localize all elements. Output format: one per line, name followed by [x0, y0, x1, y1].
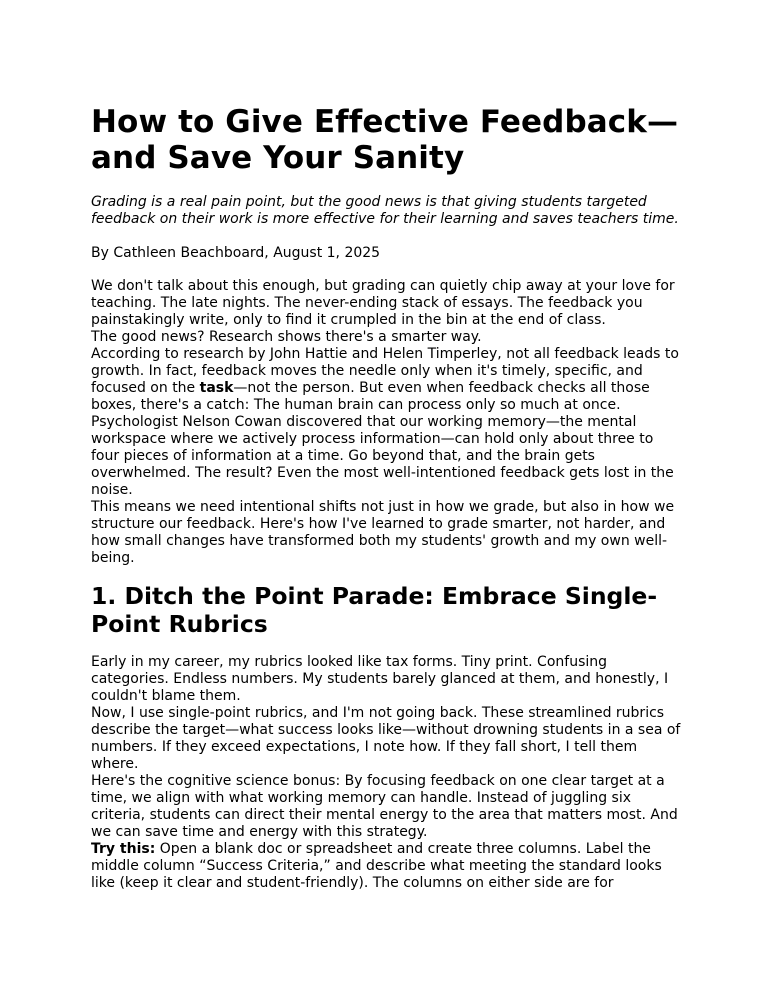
intro-paragraph-5: This means we need intentional shifts not just in how we grade, but also in how we structure our feedback. Here's how I've learned to grade smarter, not harder, and how small changes have transformed both my students' growth and my own well-being.: [91, 499, 675, 566]
section-1-paragraph-3: Here's the cognitive science bonus: By focusing feedback on one clear target at a time, we align with what working memory can handle. Instead of juggling six criteria, students can direct their mental energy to the area that matters most. And we can save time and energy with this strategy.: [91, 773, 678, 840]
try-this-text: Open a blank doc or spreadsheet and create three columns. Label the middle column “Success Criteria,” and describe what meeting the standard looks like (keep it clear and student-friendly). The columns on either side are for: [91, 841, 662, 891]
intro-paragraph-4: Psychologist Nelson Cowan discovered that our working memory—the mental workspace where we actively process information—can hold only about three to four pieces of information at a time. Go beyond that, and the brain gets overwhelmed. The result? Even the most well-intentioned feedback gets lost in the noise.: [91, 414, 674, 498]
article-intro: [91, 278, 681, 567]
intro-paragraph-1: We don't talk about this enough, but grading can quietly chip away at your love for teaching. The late nights. The never-ending stack of essays. The feedback you painstakingly write, only to find it crumpled in the bin at the end of class.: [91, 278, 675, 328]
intro-p3-text-after: —not the person. But even when feedback checks all those boxes, there's a catch: The human brain can process only so much at once.: [91, 380, 650, 413]
intro-p3-text-before: According to research by John Hattie and Helen Timperley, not all feedback leads to growth. In fact, feedback moves the needle only when it's timely, specific, and focused on the: [91, 346, 679, 396]
article-title: How to Give Effective Feedback—and Save Your Sanity: [91, 104, 679, 176]
intro-paragraph-2: The good news? Research shows there's a smarter way.: [91, 329, 482, 345]
section-1-heading: 1. Ditch the Point Parade: Embrace Single-Point Rubrics: [91, 582, 658, 638]
intro-paragraph-3: [91, 346, 681, 414]
section-1-body: [91, 654, 681, 892]
section-1-paragraph-2: Now, I use single-point rubrics, and I'm not going back. These streamlined rubrics describe the target—what success looks like—without drowning students in a sea of numbers. If they exceed expectations, I note how. If they fall short, I tell them where.: [91, 705, 681, 772]
article-byline: By Cathleen Beachboard, August 1, 2025: [91, 245, 381, 261]
try-this-label: Try this:: [91, 841, 156, 857]
section-1-paragraph-1: Early in my career, my rubrics looked like tax forms. Tiny print. Confusing categories. Endless numbers. My students barely glanced at them, and honestly, I couldn't blame them.: [91, 654, 669, 704]
section-1-try-this: [91, 841, 681, 892]
article-content: [91, 104, 681, 892]
intro-p3-bold-task: task: [199, 380, 234, 396]
article-dek: Grading is a real pain point, but the good news is that giving students targeted feedback on their work is more effective for their learning and saves teachers time.: [91, 194, 679, 227]
